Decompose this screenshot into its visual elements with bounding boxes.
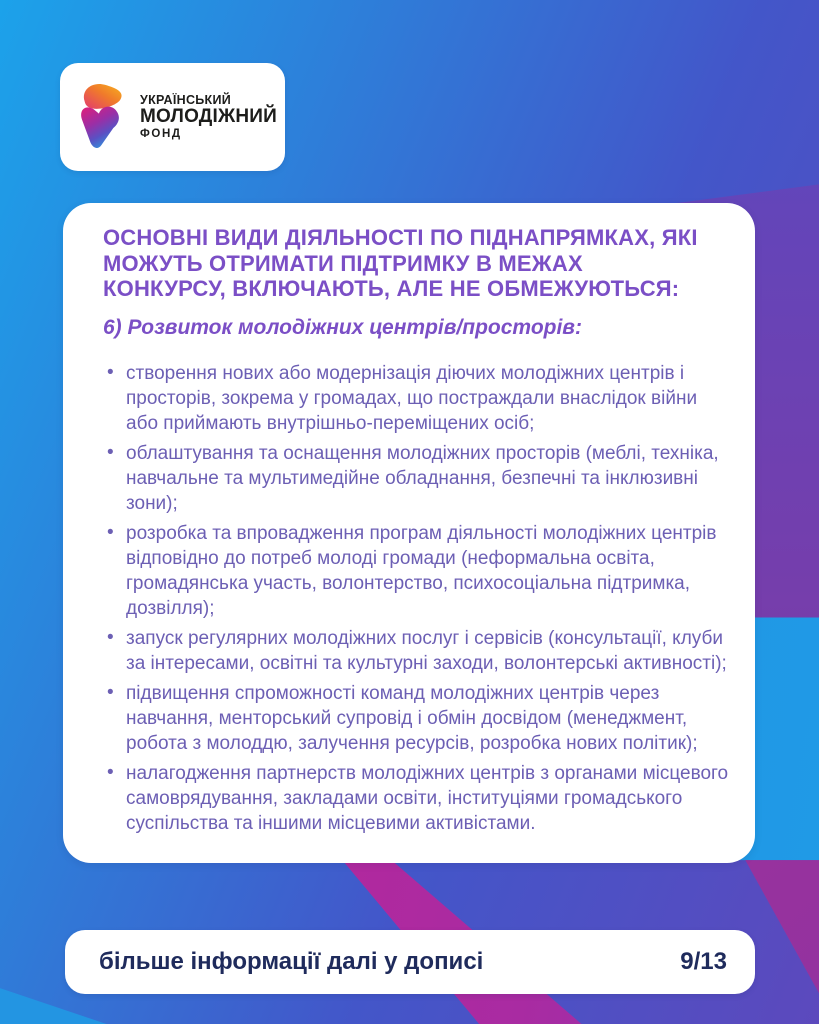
card-subheading: 6) Розвиток молодіжних центрів/просторів: [103, 315, 582, 339]
logo-card [60, 63, 285, 171]
footer-bar [65, 930, 755, 994]
bullet-list [103, 361, 729, 836]
logo-wordmark [140, 94, 277, 140]
list-item: • розробка та впровадження програм діяльності молодіжних центрів відповідно до потреб молоді громади (неформальна освіта, громадянська участь, волонтерство, психосоціальна підтримка, дозвілля); [103, 521, 729, 621]
card-heading [103, 225, 729, 302]
logo-line-3: ФОНД [140, 127, 182, 140]
heading-line-1: ОСНОВНІ ВИДИ ДІЯЛЬНОСТІ ПО ПІДНАПРЯМКАХ, ЯКІ [103, 225, 698, 250]
footer-note: більше інформації далі у дописі [99, 948, 484, 975]
page-indicator: 9/13 [680, 948, 727, 975]
list-item: • створення нових або модернізація діючих молодіжних центрів і просторів, зокрема у громадах, що постраждали внаслідок війни або приймають внутрішньо-переміщених осіб; [103, 361, 729, 436]
heading-line-3: КОНКУРСУ, ВКЛЮЧАЮТЬ, АЛЕ НЕ ОБМЕЖУЮТЬСЯ: [103, 276, 680, 301]
logo-line-1: УКРАЇНСЬКИЙ [140, 92, 232, 107]
list-item: • налагодження партнерств молодіжних центрів з органами місцевого самоврядування, закладами освіти, інституціями громадського суспільства та іншими місцевими активістами. [103, 761, 729, 836]
youth-fund-logo-icon [78, 78, 130, 156]
list-item: • підвищення спроможності команд молодіжних центрів через навчання, менторський супровід і обмін досвідом (менеджмент, робота з молоддю, залучення ресурсів, розробка нових політик); [103, 681, 729, 756]
logo-line-2: МОЛОДІЖНИЙ [140, 106, 278, 128]
heading-line-2: МОЖУТЬ ОТРИМАТИ ПІДТРИМКУ В МЕЖАХ [103, 250, 583, 276]
content-card [63, 203, 755, 863]
list-item: • облаштування та оснащення молодіжних просторів (меблі, техніка, навчальне та мультимедійне обладнання, безпечні та інклюзивні зони); [103, 441, 729, 516]
list-item: • запуск регулярних молодіжних послуг і сервісів (консультації, клуби за інтересами, освітні та культурні заходи, волонтерські активності); [103, 626, 729, 676]
